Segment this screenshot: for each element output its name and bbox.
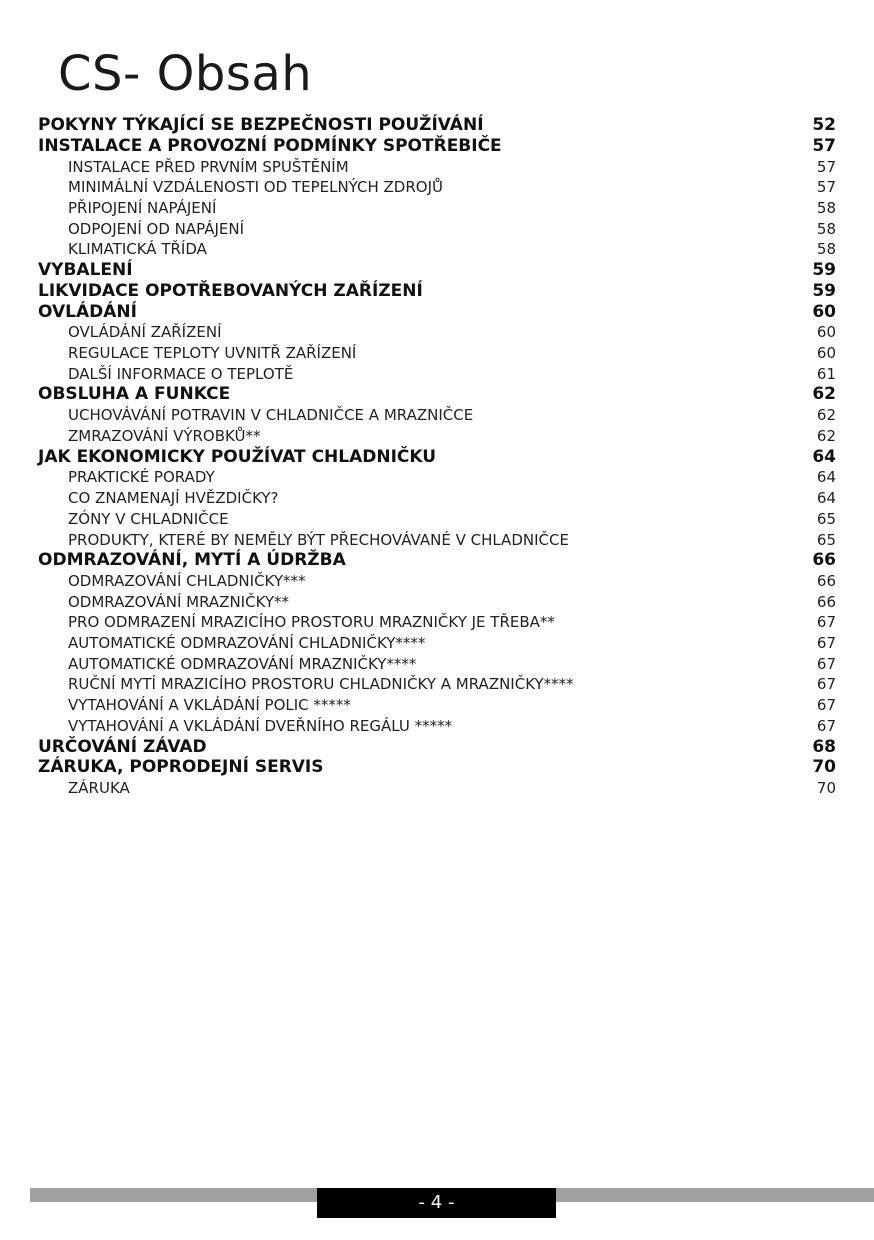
toc-entry-page-number: 57 (812, 135, 836, 156)
toc-entry-label: OVLÁDÁNÍ ZAŘÍZENÍ (68, 323, 222, 342)
toc-entry-label: UCHOVÁVÁNÍ POTRAVIN V CHLADNIČCE A MRAZNIČCE (68, 406, 474, 425)
toc-subsection-row[interactable] (38, 488, 836, 509)
toc-entry-label: INSTALACE A PROVOZNÍ PODMÍNKY SPOTŘEBIČE (38, 135, 502, 156)
toc-entry-page-number: 65 (816, 530, 836, 549)
toc-section-row[interactable] (38, 136, 836, 157)
toc-entry-page-number: 66 (816, 572, 836, 590)
toc-entry-page-number: 70 (816, 779, 836, 798)
toc-subsection-row[interactable] (38, 571, 836, 592)
toc-subsection-row[interactable] (38, 530, 836, 551)
toc-entry-page-number: 67 (816, 613, 836, 632)
toc-subsection-row[interactable] (38, 654, 836, 675)
toc-entry-page-number: 67 (816, 675, 836, 694)
toc-entry-page-number: 57 (816, 178, 836, 197)
toc-entry-label: OBSLUHA A FUNKCE (38, 384, 231, 405)
toc-entry-label: RUČNÍ MYTÍ MRAZICÍHO PROSTORU CHLADNIČKY A MRAZNIČKY**** (68, 675, 574, 694)
toc-entry-label: PRO ODMRAZENÍ MRAZICÍHO PROSTORU MRAZNIČKY JE TŘEBA** (68, 613, 555, 632)
toc-entry-page-number: 60 (812, 301, 836, 322)
toc-subsection-row[interactable] (38, 364, 836, 385)
toc-section-row[interactable] (38, 384, 836, 405)
toc-section-row[interactable] (38, 447, 836, 468)
footer-page-number: - 4 - (317, 1188, 556, 1218)
toc-entry-page-number: 66 (812, 550, 836, 571)
toc-section-row[interactable] (38, 302, 836, 323)
toc-entry-label: MINIMÁLNÍ VZDÁLENOSTI OD TEPELNÝCH ZDROJŮ (68, 178, 443, 197)
toc-entry-page-number: 52 (812, 115, 836, 135)
toc-subsection-row[interactable] (38, 157, 836, 178)
toc-entry-label: ODPOJENÍ OD NAPÁJENÍ (68, 219, 245, 238)
toc-subsection-row[interactable] (38, 198, 836, 219)
toc-entry-label: PŘIPOJENÍ NAPÁJENÍ (68, 198, 217, 217)
toc-entry-page-number: 58 (816, 240, 836, 259)
toc-subsection-row[interactable] (38, 467, 836, 488)
toc-subsection-row[interactable] (38, 177, 836, 198)
toc-subsection-row[interactable] (38, 343, 836, 364)
toc-subsection-row[interactable] (38, 239, 836, 260)
table-of-contents (38, 115, 836, 799)
toc-entry-label: AUTOMATICKÉ ODMRAZOVÁNÍ CHLADNIČKY**** (68, 634, 426, 653)
toc-entry-page-number: 64 (812, 446, 836, 467)
toc-subsection-row[interactable] (38, 592, 836, 613)
toc-entry-label: URČOVÁNÍ ZÁVAD (38, 736, 207, 757)
toc-section-row[interactable] (38, 737, 836, 758)
toc-entry-label: ODMRAZOVÁNÍ CHLADNIČKY*** (68, 572, 306, 590)
toc-entry-page-number: 62 (816, 426, 836, 445)
toc-entry-page-number: 67 (816, 716, 836, 735)
toc-entry-page-number: 64 (816, 468, 836, 487)
toc-entry-label: POKYNY TÝKAJÍCÍ SE BEZPEČNOSTI POUŽÍVÁNÍ (38, 115, 484, 135)
toc-entry-page-number: 66 (816, 592, 836, 611)
toc-entry-page-number: 67 (816, 696, 836, 715)
toc-section-row[interactable] (38, 260, 836, 281)
toc-entry-page-number: 67 (816, 634, 836, 653)
toc-entry-label: ODMRAZOVÁNÍ MRAZNIČKY** (68, 592, 290, 611)
toc-subsection-row[interactable] (38, 633, 836, 654)
toc-entry-page-number: 64 (816, 489, 836, 508)
toc-section-row[interactable] (38, 281, 836, 302)
toc-entry-label: LIKVIDACE OPOTŘEBOVANÝCH ZAŘÍZENÍ (38, 280, 423, 301)
toc-entry-page-number: 70 (812, 757, 836, 778)
toc-entry-page-number: 65 (816, 509, 836, 528)
toc-entry-label: PRAKTICKÉ PORADY (68, 468, 215, 487)
toc-subsection-row[interactable] (38, 509, 836, 530)
toc-entry-label: ZMRAZOVÁNÍ VÝROBKŮ** (68, 426, 261, 445)
toc-section-row[interactable] (38, 757, 836, 778)
toc-entry-label: ZÁRUKA (68, 779, 130, 798)
toc-entry-page-number: 57 (816, 157, 836, 176)
toc-entry-label: INSTALACE PŘED PRVNÍM SPUŠTĚNÍM (68, 157, 349, 176)
toc-subsection-row[interactable] (38, 405, 836, 426)
toc-entry-label: ZÁRUKA, POPRODEJNÍ SERVIS (38, 757, 324, 778)
toc-subsection-row[interactable] (38, 674, 836, 695)
toc-entry-page-number: 60 (816, 323, 836, 342)
toc-entry-label: JAK EKONOMICKY POUŽÍVAT CHLADNIČKU (38, 446, 437, 467)
toc-entry-label: PRODUKTY, KTERÉ BY NEMĚLY BÝT PŘECHOVÁVANÉ V CHLADNIČCE (68, 530, 569, 549)
toc-entry-label: KLIMATICKÁ TŘÍDA (68, 240, 207, 259)
toc-entry-page-number: 68 (812, 736, 836, 757)
toc-entry-page-number: 58 (816, 198, 836, 217)
toc-entry-page-number: 59 (812, 280, 836, 301)
toc-entry-label: VYTAHOVÁNÍ A VKLÁDÁNÍ DVEŘNÍHO REGÁLU ***** (68, 716, 453, 735)
toc-entry-label: VYTAHOVÁNÍ A VKLÁDÁNÍ POLIC ***** (68, 696, 351, 715)
toc-entry-label: ZÓNY V CHLADNIČCE (68, 509, 229, 528)
toc-entry-label: AUTOMATICKÉ ODMRAZOVÁNÍ MRAZNIČKY**** (68, 654, 417, 673)
toc-subsection-row[interactable] (38, 716, 836, 737)
toc-entry-page-number: 59 (812, 260, 836, 281)
toc-subsection-row[interactable] (38, 778, 836, 799)
toc-entry-label: ODMRAZOVÁNÍ, MYTÍ A ÚDRŽBA (38, 550, 346, 571)
toc-subsection-row[interactable] (38, 322, 836, 343)
toc-entry-page-number: 62 (812, 384, 836, 405)
toc-entry-label: DALŠÍ INFORMACE O TEPLOTĚ (68, 364, 294, 383)
toc-entry-label: REGULACE TEPLOTY UVNITŘ ZAŘÍZENÍ (68, 344, 357, 363)
toc-subsection-row[interactable] (38, 426, 836, 447)
toc-entry-label: OVLÁDÁNÍ (38, 301, 137, 322)
toc-entry-label: VYBALENÍ (38, 260, 133, 281)
toc-entry-page-number: 60 (816, 344, 836, 363)
toc-entry-label: CO ZNAMENAJÍ HVĚZDIČKY? (68, 489, 279, 508)
page-title: CS- Obsah (58, 46, 313, 102)
toc-entry-page-number: 67 (816, 654, 836, 673)
toc-section-row[interactable] (38, 115, 836, 136)
toc-entry-page-number: 61 (816, 364, 836, 383)
toc-subsection-row[interactable] (38, 612, 836, 633)
toc-subsection-row[interactable] (38, 219, 836, 240)
toc-entry-page-number: 62 (816, 406, 836, 425)
toc-section-row[interactable] (38, 550, 836, 571)
toc-entry-page-number: 58 (816, 219, 836, 238)
toc-subsection-row[interactable] (38, 695, 836, 716)
